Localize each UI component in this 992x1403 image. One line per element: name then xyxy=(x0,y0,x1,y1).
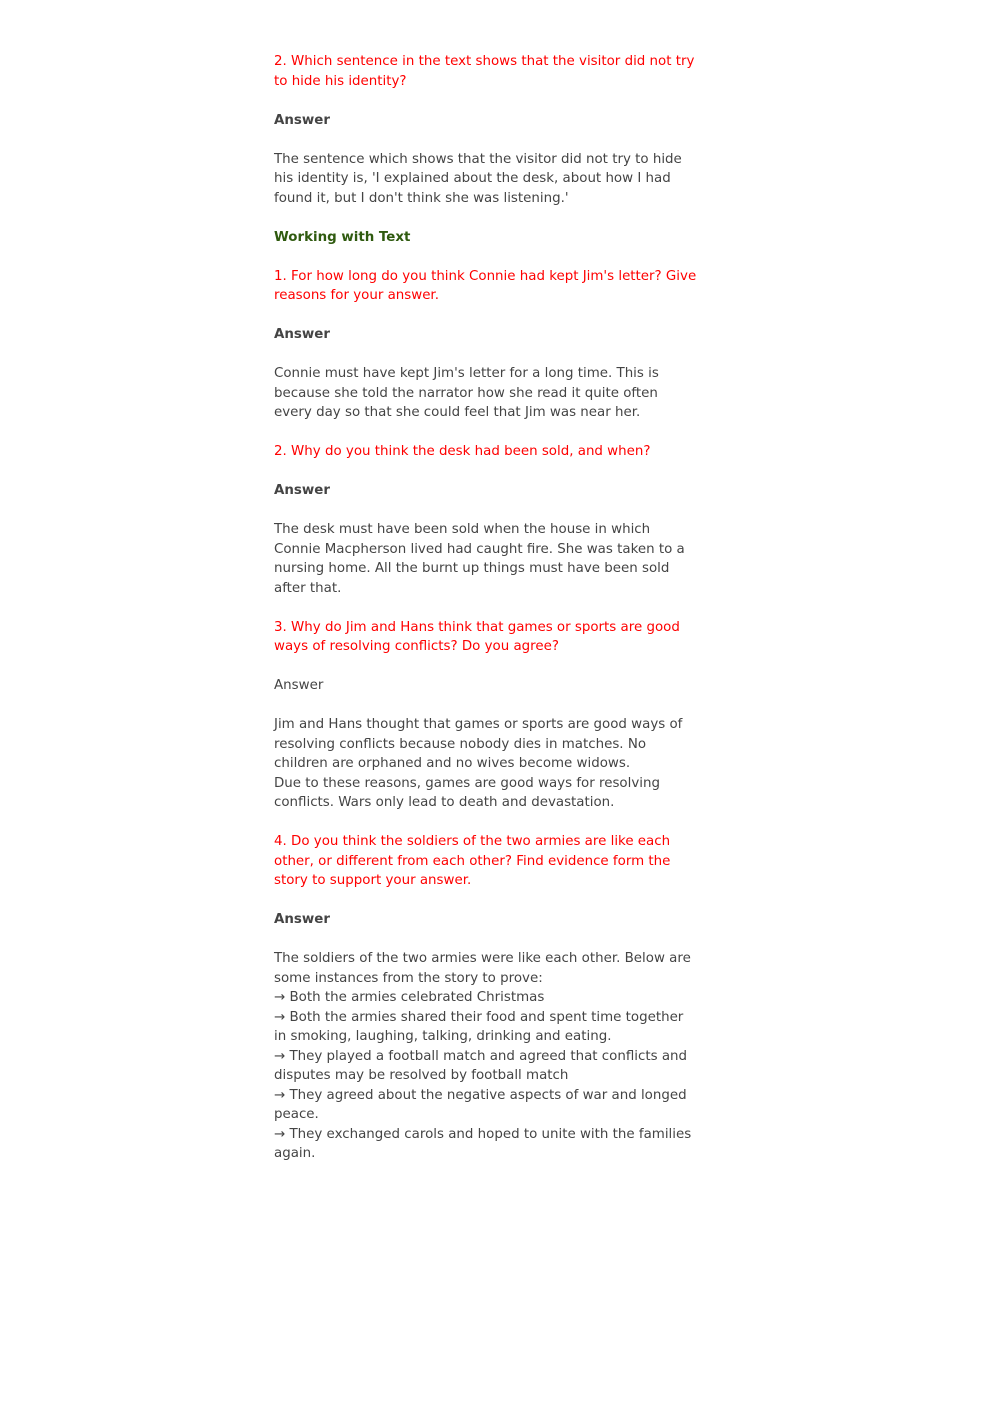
answer-line: The desk must have been sold when the house in which Connie Macpherson lived had caught fire. She was taken to a nursing home. All the burnt up things must have been sold after that. xyxy=(274,522,685,596)
evidence-item: → Both the armies shared their food and spent time together in smoking, laughing, talking, drinking and eating. xyxy=(274,1009,684,1044)
evidence-item: → They agreed about the negative aspects of war and longed peace. xyxy=(274,1087,687,1122)
answer-line: The sentence which shows that the visitor did not try to hide his identity is, 'I explained about the desk, about how I had found it, but I don't think she was listening.' xyxy=(274,151,682,206)
answer-text xyxy=(274,150,699,209)
answer-label: Answer xyxy=(274,483,330,498)
answer-line: Connie must have kept Jim's letter for a long time. This is because she told the narrator how she read it quite often every day so that she could feel that Jim was near her. xyxy=(274,366,659,420)
answer-text xyxy=(274,949,699,1164)
question-3-sports: 3. Why do Jim and Hans think that games or sports are good ways of resolving conflicts? Do you agree? xyxy=(274,619,680,654)
answer-label: Answer xyxy=(274,112,330,128)
evidence-item: → They played a football match and agreed that conflicts and disputes may be resolved by football match xyxy=(274,1048,688,1083)
question-2-identity: 2. Which sentence in the text shows that the visitor did not try to hide his identity? xyxy=(274,54,695,89)
answer-text xyxy=(274,520,699,598)
question-2-desk: 2. Why do you think the desk had been sold, and when? xyxy=(274,444,651,459)
evidence-item: → They exchanged carols and hoped to unite with the families again. xyxy=(274,1126,692,1161)
answer-text xyxy=(274,364,699,423)
answer-label: Answer xyxy=(274,912,330,927)
evidence-item: → Both the armies celebrated Christmas xyxy=(274,990,545,1005)
question-1-letter: 1. For how long do you think Connie had kept Jim's letter? Give reasons for your answer. xyxy=(274,268,697,303)
document-page xyxy=(274,52,699,1183)
section-heading: Working with Text xyxy=(274,229,411,245)
answer-line: Jim and Hans thought that games or sports are good ways of resolving conflicts because nobody dies in matches. No children are orphaned and no wives become widows. xyxy=(274,717,683,771)
answer-label: Answer xyxy=(274,327,330,342)
answer-line: The soldiers of the two armies were like each other. Below are some instances from the story to prove: xyxy=(274,951,691,986)
answer-text xyxy=(274,715,699,813)
answer-line: Due to these reasons, games are good ways for resolving conflicts. Wars only lead to death and devastation. xyxy=(274,775,660,810)
question-4-soldiers: 4. Do you think the soldiers of the two armies are like each other, or different from each other? Find evidence form the story to support your answer. xyxy=(274,834,671,888)
answer-label: Answer xyxy=(274,678,324,693)
